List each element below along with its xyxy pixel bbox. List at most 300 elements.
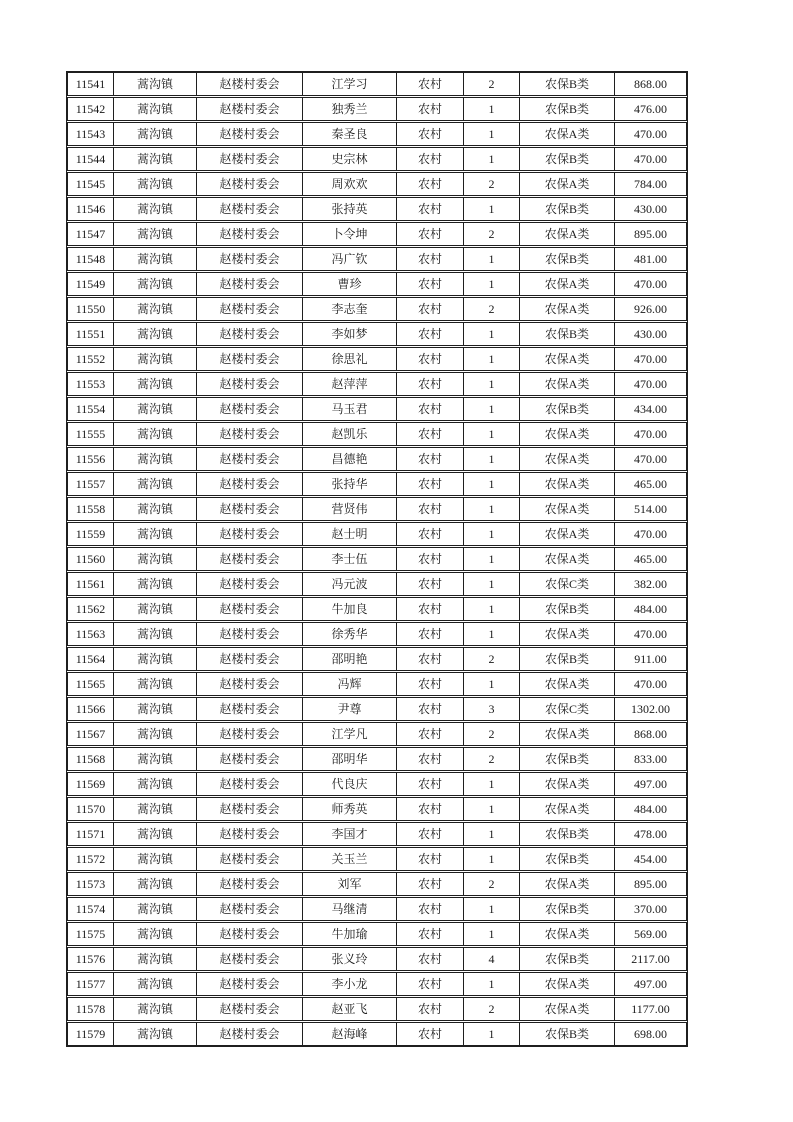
insurance-category-cell: 农保C类 bbox=[520, 573, 615, 595]
residence-type-cell: 农村 bbox=[397, 723, 464, 745]
village-committee-cell: 赵楼村委会 bbox=[197, 423, 303, 445]
village-committee-cell: 赵楼村委会 bbox=[197, 223, 303, 245]
person-count-cell: 1 bbox=[464, 848, 520, 870]
village-committee-cell: 赵楼村委会 bbox=[197, 73, 303, 95]
amount-cell: 430.00 bbox=[634, 327, 667, 341]
serial-number-cell: 11553 bbox=[68, 373, 114, 395]
serial-number-cell: 11560 bbox=[68, 548, 114, 570]
town-cell: 蒿沟镇 bbox=[114, 898, 197, 920]
table-row bbox=[67, 297, 687, 321]
village-committee-cell: 赵楼村委会 bbox=[197, 998, 303, 1020]
insurance-category-cell: 农保B类 bbox=[520, 398, 615, 420]
person-name-cell: 冯元波 bbox=[303, 573, 397, 595]
serial-number-cell: 11552 bbox=[68, 348, 114, 370]
insurance-category-cell: 农保B类 bbox=[520, 748, 615, 770]
serial-number-cell: 11551 bbox=[68, 323, 114, 345]
amount-cell: 454.00 bbox=[634, 852, 667, 866]
village-committee-cell: 赵楼村委会 bbox=[197, 548, 303, 570]
town-cell: 蒿沟镇 bbox=[114, 648, 197, 670]
residence-type-cell: 农村 bbox=[397, 798, 464, 820]
table-row bbox=[67, 397, 687, 421]
residence-type-cell: 农村 bbox=[397, 273, 464, 295]
person-count-cell: 1 bbox=[464, 373, 520, 395]
table-row bbox=[67, 347, 687, 371]
person-count-cell: 1 bbox=[464, 473, 520, 495]
person-name-cell: 邵明艳 bbox=[303, 648, 397, 670]
serial-number-cell: 11572 bbox=[68, 848, 114, 870]
village-committee-cell: 赵楼村委会 bbox=[197, 898, 303, 920]
insurance-category-cell: 农保A类 bbox=[520, 623, 615, 645]
person-count-cell: 1 bbox=[464, 123, 520, 145]
residence-type-cell: 农村 bbox=[397, 498, 464, 520]
town-cell: 蒿沟镇 bbox=[114, 823, 197, 845]
person-name-cell: 马继清 bbox=[303, 898, 397, 920]
person-count-cell: 1 bbox=[464, 148, 520, 170]
town-cell: 蒿沟镇 bbox=[114, 598, 197, 620]
table-row bbox=[67, 597, 687, 621]
person-name-cell: 尹尊 bbox=[303, 698, 397, 720]
person-name-cell: 关玉兰 bbox=[303, 848, 397, 870]
village-committee-cell: 赵楼村委会 bbox=[197, 173, 303, 195]
village-committee-cell: 赵楼村委会 bbox=[197, 498, 303, 520]
amount-cell: 470.00 bbox=[634, 277, 667, 291]
person-count-cell: 2 bbox=[464, 873, 520, 895]
table-row bbox=[67, 147, 687, 171]
amount-cell: 470.00 bbox=[634, 152, 667, 166]
person-count-cell: 2 bbox=[464, 298, 520, 320]
residence-type-cell: 农村 bbox=[397, 223, 464, 245]
person-name-cell: 周欢欢 bbox=[303, 173, 397, 195]
person-count-cell: 1 bbox=[464, 423, 520, 445]
table-row bbox=[67, 822, 687, 846]
residence-type-cell: 农村 bbox=[397, 248, 464, 270]
amount-cell: 497.00 bbox=[634, 777, 667, 791]
amount-cell: 1302.00 bbox=[631, 702, 670, 716]
village-committee-cell: 赵楼村委会 bbox=[197, 523, 303, 545]
insurance-category-cell: 农保A类 bbox=[520, 173, 615, 195]
town-cell: 蒿沟镇 bbox=[114, 273, 197, 295]
person-count-cell: 1 bbox=[464, 348, 520, 370]
village-committee-cell: 赵楼村委会 bbox=[197, 1023, 303, 1045]
amount-cell: 895.00 bbox=[634, 877, 667, 891]
amount-cell: 465.00 bbox=[634, 477, 667, 491]
person-name-cell: 赵萍萍 bbox=[303, 373, 397, 395]
residence-type-cell: 农村 bbox=[397, 973, 464, 995]
insurance-category-cell: 农保A类 bbox=[520, 223, 615, 245]
table-row bbox=[67, 522, 687, 546]
serial-number-cell: 11555 bbox=[68, 423, 114, 445]
village-committee-cell: 赵楼村委会 bbox=[197, 748, 303, 770]
table-row bbox=[67, 322, 687, 346]
person-name-cell: 李小龙 bbox=[303, 973, 397, 995]
insurance-category-cell: 农保B类 bbox=[520, 598, 615, 620]
village-committee-cell: 赵楼村委会 bbox=[197, 823, 303, 845]
town-cell: 蒿沟镇 bbox=[114, 123, 197, 145]
village-committee-cell: 赵楼村委会 bbox=[197, 623, 303, 645]
village-committee-cell: 赵楼村委会 bbox=[197, 598, 303, 620]
insurance-category-cell: 农保A类 bbox=[520, 298, 615, 320]
insurance-category-cell: 农保B类 bbox=[520, 73, 615, 95]
insurance-category-cell: 农保B类 bbox=[520, 948, 615, 970]
person-name-cell: 赵士明 bbox=[303, 523, 397, 545]
insurance-category-cell: 农保C类 bbox=[520, 698, 615, 720]
town-cell: 蒿沟镇 bbox=[114, 548, 197, 570]
insurance-category-cell: 农保A类 bbox=[520, 798, 615, 820]
amount-cell: 370.00 bbox=[634, 902, 667, 916]
town-cell: 蒿沟镇 bbox=[114, 998, 197, 1020]
serial-number-cell: 11549 bbox=[68, 273, 114, 295]
table-row bbox=[67, 447, 687, 471]
residence-type-cell: 农村 bbox=[397, 73, 464, 95]
town-cell: 蒿沟镇 bbox=[114, 298, 197, 320]
table-row bbox=[67, 497, 687, 521]
person-name-cell: 李士伍 bbox=[303, 548, 397, 570]
amount-cell: 465.00 bbox=[634, 552, 667, 566]
residence-type-cell: 农村 bbox=[397, 598, 464, 620]
person-name-cell: 师秀英 bbox=[303, 798, 397, 820]
amount-cell: 911.00 bbox=[634, 652, 667, 666]
amount-cell: 868.00 bbox=[634, 727, 667, 741]
person-name-cell: 江学习 bbox=[303, 73, 397, 95]
village-committee-cell: 赵楼村委会 bbox=[197, 873, 303, 895]
residence-type-cell: 农村 bbox=[397, 648, 464, 670]
insurance-category-cell: 农保A类 bbox=[520, 723, 615, 745]
village-committee-cell: 赵楼村委会 bbox=[197, 648, 303, 670]
amount-cell: 430.00 bbox=[634, 202, 667, 216]
residence-type-cell: 农村 bbox=[397, 948, 464, 970]
amount-cell: 868.00 bbox=[634, 77, 667, 91]
town-cell: 蒿沟镇 bbox=[114, 673, 197, 695]
serial-number-cell: 11566 bbox=[68, 698, 114, 720]
person-count-cell: 3 bbox=[464, 698, 520, 720]
amount-cell: 470.00 bbox=[634, 527, 667, 541]
serial-number-cell: 11564 bbox=[68, 648, 114, 670]
amount-cell: 478.00 bbox=[634, 827, 667, 841]
residence-type-cell: 农村 bbox=[397, 198, 464, 220]
village-committee-cell: 赵楼村委会 bbox=[197, 248, 303, 270]
person-name-cell: 李志奎 bbox=[303, 298, 397, 320]
village-committee-cell: 赵楼村委会 bbox=[197, 273, 303, 295]
serial-number-cell: 11570 bbox=[68, 798, 114, 820]
serial-number-cell: 11571 bbox=[68, 823, 114, 845]
insurance-category-cell: 农保B类 bbox=[520, 898, 615, 920]
serial-number-cell: 11544 bbox=[68, 148, 114, 170]
person-name-cell: 张持英 bbox=[303, 198, 397, 220]
person-count-cell: 1 bbox=[464, 623, 520, 645]
village-committee-cell: 赵楼村委会 bbox=[197, 673, 303, 695]
residence-type-cell: 农村 bbox=[397, 1023, 464, 1045]
person-count-cell: 2 bbox=[464, 173, 520, 195]
town-cell: 蒿沟镇 bbox=[114, 323, 197, 345]
serial-number-cell: 11543 bbox=[68, 123, 114, 145]
residence-type-cell: 农村 bbox=[397, 473, 464, 495]
person-count-cell: 2 bbox=[464, 723, 520, 745]
town-cell: 蒿沟镇 bbox=[114, 148, 197, 170]
insurance-category-cell: 农保A类 bbox=[520, 373, 615, 395]
village-committee-cell: 赵楼村委会 bbox=[197, 723, 303, 745]
amount-cell: 484.00 bbox=[634, 802, 667, 816]
table-row bbox=[67, 997, 687, 1021]
table-row bbox=[67, 97, 687, 121]
person-name-cell: 营贤伟 bbox=[303, 498, 397, 520]
data-table bbox=[66, 71, 688, 1047]
amount-cell: 895.00 bbox=[634, 227, 667, 241]
person-count-cell: 1 bbox=[464, 523, 520, 545]
amount-cell: 434.00 bbox=[634, 402, 667, 416]
residence-type-cell: 农村 bbox=[397, 298, 464, 320]
person-name-cell: 马玉君 bbox=[303, 398, 397, 420]
table-row bbox=[67, 247, 687, 271]
table-row bbox=[67, 422, 687, 446]
insurance-category-cell: 农保A类 bbox=[520, 448, 615, 470]
table-row bbox=[67, 922, 687, 946]
insurance-category-cell: 农保A类 bbox=[520, 273, 615, 295]
village-committee-cell: 赵楼村委会 bbox=[197, 198, 303, 220]
village-committee-cell: 赵楼村委会 bbox=[197, 848, 303, 870]
village-committee-cell: 赵楼村委会 bbox=[197, 298, 303, 320]
person-count-cell: 2 bbox=[464, 223, 520, 245]
amount-cell: 2117.00 bbox=[631, 952, 670, 966]
insurance-category-cell: 农保A类 bbox=[520, 423, 615, 445]
person-count-cell: 1 bbox=[464, 773, 520, 795]
insurance-category-cell: 农保A类 bbox=[520, 873, 615, 895]
village-committee-cell: 赵楼村委会 bbox=[197, 698, 303, 720]
town-cell: 蒿沟镇 bbox=[114, 423, 197, 445]
person-count-cell: 2 bbox=[464, 648, 520, 670]
insurance-category-cell: 农保A类 bbox=[520, 498, 615, 520]
person-name-cell: 赵亚飞 bbox=[303, 998, 397, 1020]
serial-number-cell: 11568 bbox=[68, 748, 114, 770]
insurance-category-cell: 农保A类 bbox=[520, 998, 615, 1020]
insurance-category-cell: 农保B类 bbox=[520, 1023, 615, 1045]
residence-type-cell: 农村 bbox=[397, 123, 464, 145]
town-cell: 蒿沟镇 bbox=[114, 973, 197, 995]
amount-cell: 470.00 bbox=[634, 677, 667, 691]
serial-number-cell: 11567 bbox=[68, 723, 114, 745]
residence-type-cell: 农村 bbox=[397, 898, 464, 920]
insurance-category-cell: 农保B类 bbox=[520, 198, 615, 220]
person-count-cell: 1 bbox=[464, 273, 520, 295]
table-row bbox=[67, 622, 687, 646]
serial-number-cell: 11569 bbox=[68, 773, 114, 795]
town-cell: 蒿沟镇 bbox=[114, 73, 197, 95]
village-committee-cell: 赵楼村委会 bbox=[197, 948, 303, 970]
residence-type-cell: 农村 bbox=[397, 673, 464, 695]
town-cell: 蒿沟镇 bbox=[114, 1023, 197, 1045]
amount-cell: 833.00 bbox=[634, 752, 667, 766]
residence-type-cell: 农村 bbox=[397, 698, 464, 720]
person-name-cell: 昌德艳 bbox=[303, 448, 397, 470]
serial-number-cell: 11565 bbox=[68, 673, 114, 695]
insurance-category-cell: 农保A类 bbox=[520, 473, 615, 495]
amount-cell: 1177.00 bbox=[631, 1002, 670, 1016]
residence-type-cell: 农村 bbox=[397, 448, 464, 470]
person-count-cell: 4 bbox=[464, 948, 520, 970]
person-name-cell: 徐秀华 bbox=[303, 623, 397, 645]
residence-type-cell: 农村 bbox=[397, 173, 464, 195]
amount-cell: 382.00 bbox=[634, 577, 667, 591]
amount-cell: 470.00 bbox=[634, 452, 667, 466]
insurance-category-cell: 农保B类 bbox=[520, 823, 615, 845]
serial-number-cell: 11554 bbox=[68, 398, 114, 420]
amount-cell: 497.00 bbox=[634, 977, 667, 991]
serial-number-cell: 11546 bbox=[68, 198, 114, 220]
person-count-cell: 2 bbox=[464, 73, 520, 95]
village-committee-cell: 赵楼村委会 bbox=[197, 773, 303, 795]
table-row bbox=[67, 372, 687, 396]
person-name-cell: 赵海峰 bbox=[303, 1023, 397, 1045]
person-count-cell: 1 bbox=[464, 98, 520, 120]
person-count-cell: 1 bbox=[464, 548, 520, 570]
serial-number-cell: 11563 bbox=[68, 623, 114, 645]
town-cell: 蒿沟镇 bbox=[114, 923, 197, 945]
village-committee-cell: 赵楼村委会 bbox=[197, 573, 303, 595]
amount-cell: 514.00 bbox=[634, 502, 667, 516]
person-count-cell: 1 bbox=[464, 573, 520, 595]
residence-type-cell: 农村 bbox=[397, 748, 464, 770]
town-cell: 蒿沟镇 bbox=[114, 398, 197, 420]
town-cell: 蒿沟镇 bbox=[114, 348, 197, 370]
town-cell: 蒿沟镇 bbox=[114, 698, 197, 720]
table-row bbox=[67, 722, 687, 746]
person-name-cell: 江学凡 bbox=[303, 723, 397, 745]
table-row bbox=[67, 647, 687, 671]
village-committee-cell: 赵楼村委会 bbox=[197, 123, 303, 145]
amount-cell: 470.00 bbox=[634, 627, 667, 641]
insurance-category-cell: 农保A类 bbox=[520, 548, 615, 570]
person-count-cell: 1 bbox=[464, 598, 520, 620]
person-count-cell: 1 bbox=[464, 923, 520, 945]
serial-number-cell: 11577 bbox=[68, 973, 114, 995]
residence-type-cell: 农村 bbox=[397, 873, 464, 895]
town-cell: 蒿沟镇 bbox=[114, 573, 197, 595]
residence-type-cell: 农村 bbox=[397, 323, 464, 345]
person-name-cell: 邵明华 bbox=[303, 748, 397, 770]
residence-type-cell: 农村 bbox=[397, 848, 464, 870]
insurance-category-cell: 农保A类 bbox=[520, 973, 615, 995]
amount-cell: 698.00 bbox=[634, 1027, 667, 1041]
insurance-category-cell: 农保B类 bbox=[520, 848, 615, 870]
person-count-cell: 2 bbox=[464, 998, 520, 1020]
amount-cell: 470.00 bbox=[634, 427, 667, 441]
village-committee-cell: 赵楼村委会 bbox=[197, 923, 303, 945]
serial-number-cell: 11548 bbox=[68, 248, 114, 270]
residence-type-cell: 农村 bbox=[397, 523, 464, 545]
table-row bbox=[67, 797, 687, 821]
serial-number-cell: 11574 bbox=[68, 898, 114, 920]
village-committee-cell: 赵楼村委会 bbox=[197, 323, 303, 345]
serial-number-cell: 11576 bbox=[68, 948, 114, 970]
serial-number-cell: 11559 bbox=[68, 523, 114, 545]
insurance-category-cell: 农保A类 bbox=[520, 523, 615, 545]
residence-type-cell: 农村 bbox=[397, 373, 464, 395]
table-row bbox=[67, 972, 687, 996]
town-cell: 蒿沟镇 bbox=[114, 798, 197, 820]
residence-type-cell: 农村 bbox=[397, 573, 464, 595]
amount-cell: 476.00 bbox=[634, 102, 667, 116]
town-cell: 蒿沟镇 bbox=[114, 373, 197, 395]
residence-type-cell: 农村 bbox=[397, 773, 464, 795]
village-committee-cell: 赵楼村委会 bbox=[197, 398, 303, 420]
table-row bbox=[67, 897, 687, 921]
amount-cell: 470.00 bbox=[634, 352, 667, 366]
person-count-cell: 2 bbox=[464, 748, 520, 770]
village-committee-cell: 赵楼村委会 bbox=[197, 473, 303, 495]
person-name-cell: 卜令坤 bbox=[303, 223, 397, 245]
person-name-cell: 张持华 bbox=[303, 473, 397, 495]
town-cell: 蒿沟镇 bbox=[114, 723, 197, 745]
insurance-category-cell: 农保A类 bbox=[520, 773, 615, 795]
table-row bbox=[67, 747, 687, 771]
person-count-cell: 1 bbox=[464, 673, 520, 695]
serial-number-cell: 11545 bbox=[68, 173, 114, 195]
table-row bbox=[67, 197, 687, 221]
amount-cell: 484.00 bbox=[634, 602, 667, 616]
person-count-cell: 1 bbox=[464, 798, 520, 820]
table-row bbox=[67, 572, 687, 596]
village-committee-cell: 赵楼村委会 bbox=[197, 448, 303, 470]
insurance-category-cell: 农保B类 bbox=[520, 98, 615, 120]
town-cell: 蒿沟镇 bbox=[114, 873, 197, 895]
town-cell: 蒿沟镇 bbox=[114, 98, 197, 120]
town-cell: 蒿沟镇 bbox=[114, 948, 197, 970]
residence-type-cell: 农村 bbox=[397, 348, 464, 370]
serial-number-cell: 11557 bbox=[68, 473, 114, 495]
person-name-cell: 李如梦 bbox=[303, 323, 397, 345]
person-name-cell: 独秀兰 bbox=[303, 98, 397, 120]
town-cell: 蒿沟镇 bbox=[114, 223, 197, 245]
person-count-cell: 1 bbox=[464, 1023, 520, 1045]
table-row bbox=[67, 222, 687, 246]
person-count-cell: 1 bbox=[464, 973, 520, 995]
serial-number-cell: 11547 bbox=[68, 223, 114, 245]
person-name-cell: 李国才 bbox=[303, 823, 397, 845]
village-committee-cell: 赵楼村委会 bbox=[197, 348, 303, 370]
table-row bbox=[67, 947, 687, 971]
table-row bbox=[67, 1022, 687, 1046]
table-row bbox=[67, 772, 687, 796]
table-row bbox=[67, 847, 687, 871]
insurance-category-cell: 农保A类 bbox=[520, 673, 615, 695]
insurance-category-cell: 农保B类 bbox=[520, 648, 615, 670]
town-cell: 蒿沟镇 bbox=[114, 623, 197, 645]
residence-type-cell: 农村 bbox=[397, 823, 464, 845]
insurance-category-cell: 农保B类 bbox=[520, 248, 615, 270]
insurance-category-cell: 农保A类 bbox=[520, 123, 615, 145]
person-name-cell: 冯广钦 bbox=[303, 248, 397, 270]
table-row bbox=[67, 697, 687, 721]
person-count-cell: 1 bbox=[464, 498, 520, 520]
insurance-category-cell: 农保A类 bbox=[520, 923, 615, 945]
serial-number-cell: 11542 bbox=[68, 98, 114, 120]
person-name-cell: 曹珍 bbox=[303, 273, 397, 295]
town-cell: 蒿沟镇 bbox=[114, 248, 197, 270]
person-count-cell: 1 bbox=[464, 248, 520, 270]
person-name-cell: 赵凯乐 bbox=[303, 423, 397, 445]
table-row bbox=[67, 172, 687, 196]
person-count-cell: 1 bbox=[464, 198, 520, 220]
residence-type-cell: 农村 bbox=[397, 98, 464, 120]
person-name-cell: 刘军 bbox=[303, 873, 397, 895]
town-cell: 蒿沟镇 bbox=[114, 773, 197, 795]
person-name-cell: 秦圣良 bbox=[303, 123, 397, 145]
table-row bbox=[67, 122, 687, 146]
insurance-category-cell: 农保B类 bbox=[520, 323, 615, 345]
residence-type-cell: 农村 bbox=[397, 923, 464, 945]
person-count-cell: 1 bbox=[464, 448, 520, 470]
person-name-cell: 牛加良 bbox=[303, 598, 397, 620]
residence-type-cell: 农村 bbox=[397, 398, 464, 420]
